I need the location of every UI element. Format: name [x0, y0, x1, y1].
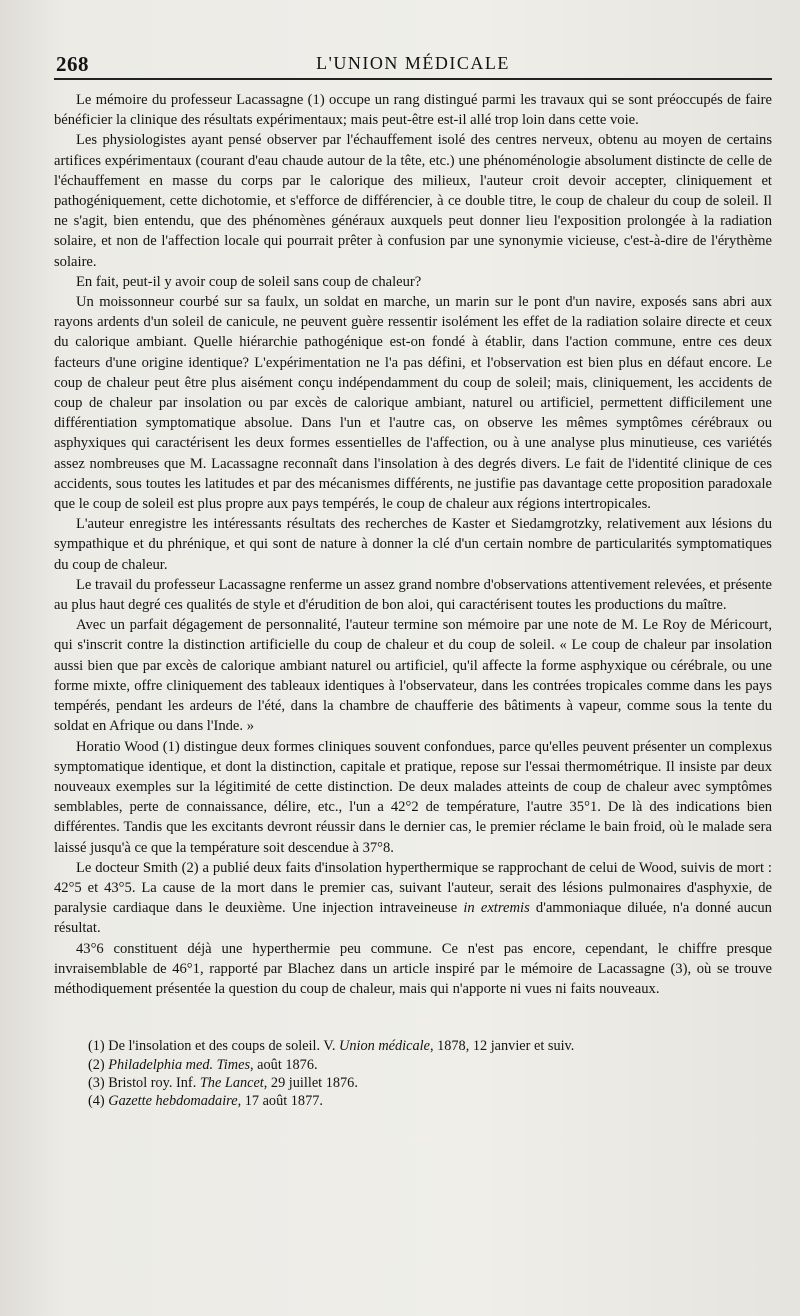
footnote-3-date: , 29 juillet 1876. [263, 1074, 358, 1091]
paragraph-4: Un moissonneur courbé sur sa faulx, un soldat en marche, un marin sur le pont d'un navire, exposés sans abri aux rayons ardents d'un soleil de canicule, ne peuvent guère ressentir isolément les effet de la radiation solaire directe et ceux du calorique ambiant. Quelle hiérarchie pathogénique est-on fondé à établir, dans l'action commune, entre ces deux facteurs d'une origine identique? L'expérimentation ne l'a pas défini, et l'observation est bien plus en défaut encore. Le coup de chaleur peut être plus aisément conçu indépendamment du coup de soleil; mais, cliniquement, les accidents de coup de chaleur par insolation ou par excès de calorique ambiant, naturel ou artificiel, permettent difficilement une différentiation symptomatique absolue. Dans l'un et l'autre cas, on observe les mêmes symptômes cérébraux ou asphyxiques qui caractérisent les deux formes essentielles de l'affection, ou à une analyse plus minutieuse, ces variétés assez nombreuses que M. Lacassagne reconnaît dans l'insolation à des degrés divers. Le fait de l'identité clinique de ces accidents, sous toutes les latitudes et par des mécanismes différents, ne justifie pas davantage cette proposition paradoxale que le coup de soleil est plus propre aux pays tempérés, le coup de chaleur aux régions intertropicales. [54, 294, 772, 513]
paragraph-10: 43°6 constituent déjà une hyperthermie peu commune. Ce n'est pas encore, cependant, le chiffre presque invraisemblable de 46°1, rapporté par Blachez dans un article inspiré par le mémoire de Lacassagne (3), où se trouve méthodiquement présentée la question du coup de chaleur, mais qui n'apporte ni vues ni faits nouveaux. [54, 940, 772, 997]
footnotes [54, 1037, 772, 1111]
paragraph-9-text-before: Le docteur Smith (2) a publié deux faits d'insolation hyperthermique se rapprochant de celui de Wood, suivis de mort : 42°5 et 43°5. La cause de la mort dans le premier cas, suivant l'auteur, serait des lésions pulmonaires d'asphyxie, de paralysie cardiaque dans le deuxième. Une injection intraveineuse [54, 859, 772, 917]
paragraph-2: Les physiologistes ayant pensé observer par l'échauffement isolé des centres nerveux, obtenu au moyen de certains artifices expérimentaux (courant d'eau chaude autour de la tête, etc.) une phénoménologie absolument distincte de celle de l'échauffement en masse du corps par le calorique des milieux, l'auteur croit devoir accepter, cliniquement et pathogéniquement, cette dichotomie, et s'efforce de différencier, à ce double titre, le coup de chaleur du coup de soleil. Il ne s'agit, bien entendu, que des phénomènes généraux auxquels peut donner lieu l'exposition prolongée à la radiation solaire, et non de l'affection locale qui pourrait prêter à confusion par une synonymie vicieuse, c'est-à-dire de l'érythème solaire. [54, 132, 772, 270]
footnote-2-journal: Philadelphia med. Times [108, 1056, 251, 1073]
footnote-1-journal: Union médicale [339, 1038, 430, 1055]
footnote-1 [88, 1037, 772, 1055]
footnote-3-text: (3) Bristol roy. Inf. [88, 1074, 200, 1091]
paragraph-5: L'auteur enregistre les intéressants résultats des recherches de Kaster et Siedamgrotzky, relativement aux lésions du sympathique et du phrénique, et qui sont de nature à donner la clé d'un certain nombre de particularités symptomatiques du coup de chaleur. [54, 516, 772, 573]
paragraph-7: Avec un parfait dégagement de personnalité, l'auteur termine son mémoire par une note de M. Le Roy de Méricourt, qui s'inscrit contre la distinction artificielle du coup de chaleur et du coup de soleil. « Le coup de chaleur par insolation aussi bien que par excès de calorique ambiant naturel ou artificiel, qu'il affecte la forme asphyxique ou cérébrale, ou une forme mixte, offre cliniquement des tableaux identiques à l'observateur, dans les contrées tropicales comme dans les pays tempérés, pendant les ardeurs de l'été, dans la chambre de chaufferie des bâtiments à vapeur, comme sous la tente du soldat en Afrique ou dans l'Inde. » [54, 617, 772, 735]
footnote-3-journal: The Lancet [199, 1074, 264, 1091]
paragraph-1: Le mémoire du professeur Lacassagne (1) occupe un rang distingué parmi les travaux qui se sont préoccupés de faire bénéficier la clinique des résultats expérimentaux; mais peut-être est-il allé trop loin dans cette voie. [54, 92, 772, 129]
paragraph-8: Horatio Wood (1) distingue deux formes cliniques souvent confondues, parce qu'elles peuvent présenter un complexus symptomatique identique, et dont la distinction, capitale et pratique, repose sur l'essai thermométrique. Il insiste par deux nouveaux exemples sur la légitimité de cette distinction. De deux malades atteints de coup de chaleur avec symptômes semblables, perte de connaissance, délire, etc., l'un a 42°2 de température, l'autre 35°1. De là des indications bien différentes. Tandis que les excitants devront réussir dans le dernier cas, le premier réclame le bain froid, où le malade sera laissé jusqu'à ce que la température soit descendue à 37°8. [54, 738, 772, 856]
paragraph-9-italic: in extremis [463, 900, 530, 917]
running-title: L'UNION MÉDICALE [316, 53, 510, 73]
footnote-2-date: , août 1876. [250, 1056, 318, 1073]
footnote-1-date: , 1878, 12 janvier et suiv. [429, 1038, 575, 1055]
paragraph-9 [54, 858, 772, 939]
body-text [54, 90, 772, 999]
paragraph-6: Le travail du professeur Lacassagne renferme un assez grand nombre d'observations attentivement relevées, et présente au plus haut degré ces qualités de style et d'érudition de bon aloi, qui caractérisent toutes les productions du maître. [54, 576, 772, 614]
footnote-4-journal: Gazette hebdomadaire [108, 1093, 238, 1110]
page-number: 268 [56, 52, 89, 76]
page-header [54, 48, 772, 80]
paragraph-9-text-after: d'ammoniaque diluée, n'a donné aucun résultat. [54, 900, 772, 937]
footnote-2 [88, 1056, 772, 1074]
footnote-4 [88, 1092, 772, 1110]
footnote-4-text: (4) [88, 1093, 109, 1110]
footnote-2-text: (2) [88, 1056, 109, 1073]
footnote-4-date: , 17 août 1877. [237, 1093, 323, 1110]
paragraph-3: En fait, peut-il y avoir coup de soleil sans coup de chaleur? [76, 273, 422, 290]
footnote-3 [88, 1074, 772, 1092]
footnote-1-text: (1) De l'insolation et des coups de soleil. V. [88, 1038, 340, 1055]
